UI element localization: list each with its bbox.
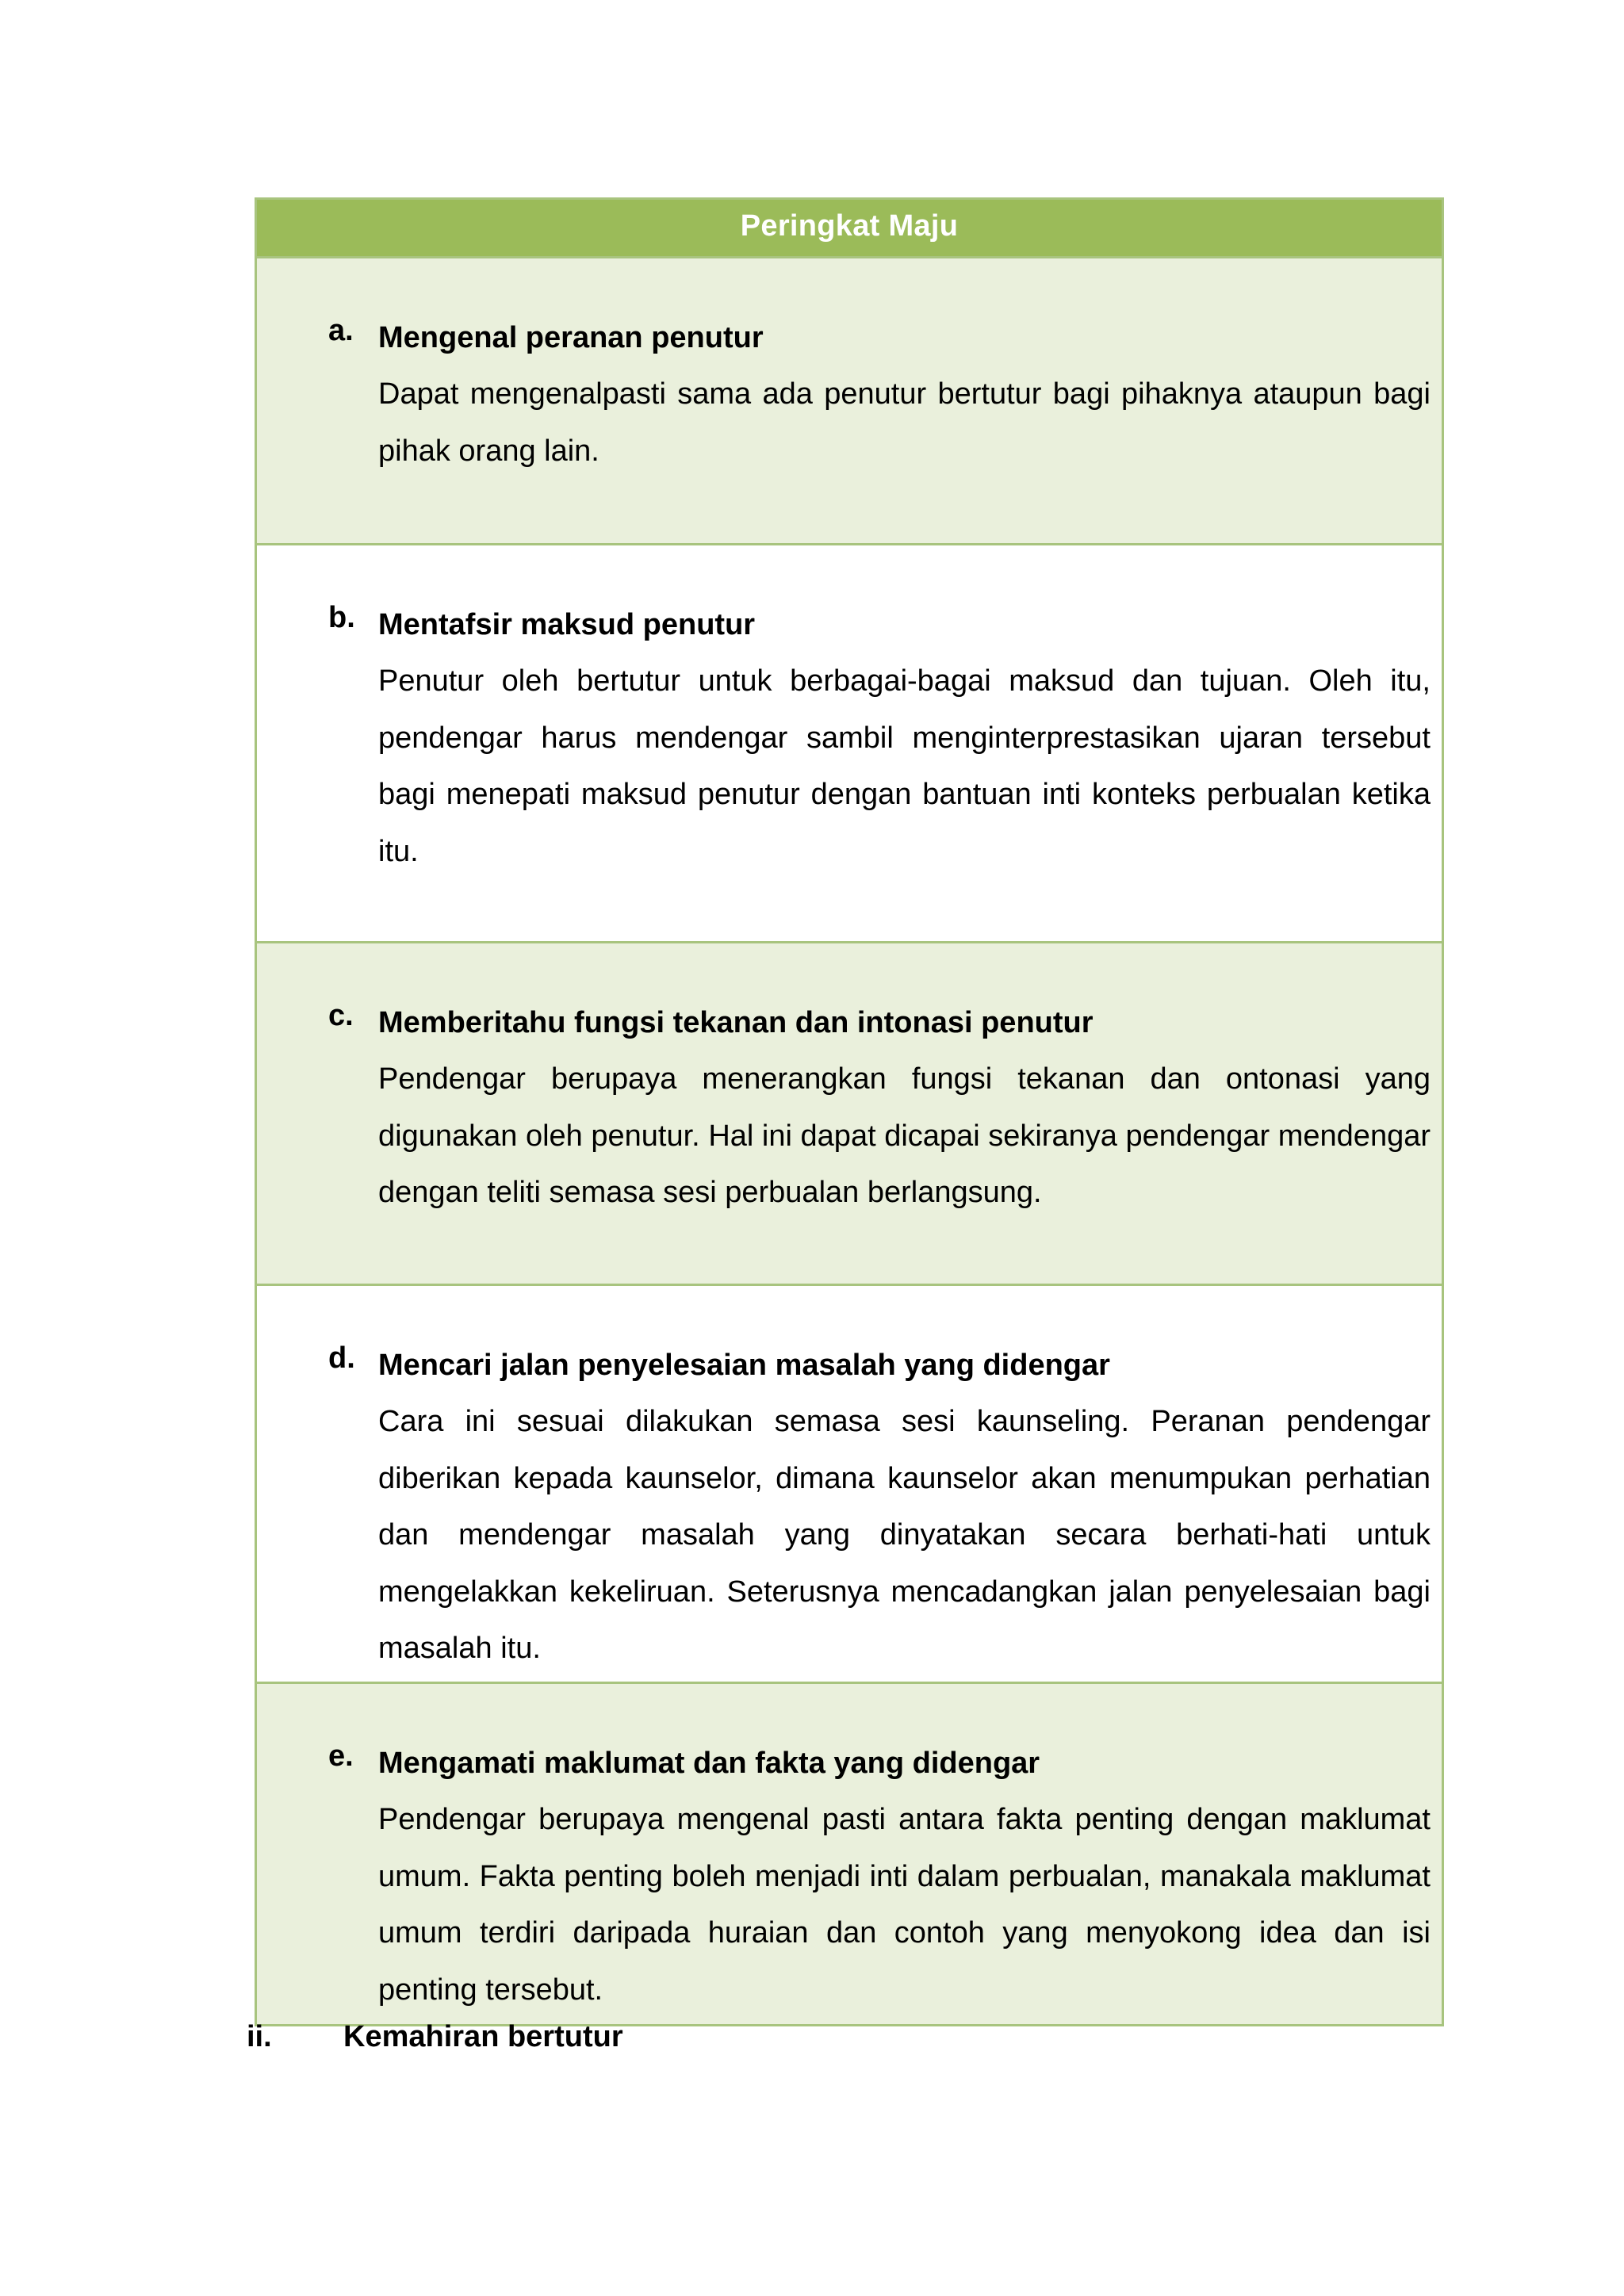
item-letter: b. — [328, 601, 355, 634]
table-header-title: Peringkat Maju — [740, 209, 959, 243]
item-title: Mencari jalan penyelesaian masalah yang didengar — [378, 1349, 1110, 1382]
item-text: Pendengar berupaya menerangkan fungsi tekanan dan ontonasi yang digunakan oleh penutur. Hal ini dapat dicapai sekiranya pendengar mendengar dengan teliti semasa sesi perbualan berlangsung. — [378, 1062, 1431, 1209]
item-title: Mentafsir maksud penutur — [378, 608, 756, 641]
section-number: ii. — [247, 2020, 272, 2053]
item-body — [378, 1735, 1431, 2019]
table-row-e — [257, 1684, 1442, 2024]
peringkat-maju-table — [255, 197, 1444, 2026]
item-title: Mengamati maklumat dan fakta yang didengar — [378, 1747, 1040, 1780]
item-text: Cara ini sesuai dilakukan semasa sesi kaunseling. Peranan pendengar diberikan kepada kaunselor, dimana kaunselor akan menumpukan perhatian dan mendengar masalah yang dinyatakan secara berhati-hati untuk mengelakkan kekeliruan. Seterusnya mencadangkan jalan penyelesaian bagi masalah itu. — [378, 1405, 1431, 1665]
item-body — [378, 994, 1431, 1222]
table-row-d — [257, 1286, 1442, 1684]
section-heading — [247, 2020, 623, 2054]
item-title: Memberitahu fungsi tekanan dan intonasi penutur — [378, 1006, 1094, 1039]
item-text: Dapat mengenalpasti sama ada penutur bertutur bagi pihaknya ataupun bagi pihak orang lain. — [378, 377, 1431, 468]
item-body — [378, 309, 1431, 480]
item-letter: d. — [328, 1341, 355, 1375]
table-row-a — [257, 258, 1442, 545]
item-letter: c. — [328, 999, 354, 1032]
item-body — [378, 596, 1431, 880]
item-letter: e. — [328, 1739, 354, 1773]
table-header — [257, 200, 1442, 258]
item-text: Penutur oleh bertutur untuk berbagai-bagai maksud dan tujuan. Oleh itu, pendengar harus mendengar sambil menginterprestasikan ujaran tersebut bagi menepati maksud penutur dengan bantuan inti konteks perbualan ketika itu. — [378, 664, 1431, 868]
table-row-b — [257, 545, 1442, 943]
item-title: Mengenal peranan penutur — [378, 321, 764, 354]
item-letter: a. — [328, 314, 354, 347]
item-text: Pendengar berupaya mengenal pasti antara fakta penting dengan maklumat umum. Fakta penting boleh menjadi inti dalam perbualan, manakala maklumat umum terdiri daripada huraian dan contoh yang menyokong idea dan isi penting tersebut. — [378, 1803, 1431, 2007]
table-row-c — [257, 943, 1442, 1286]
section-title: Kemahiran bertutur — [343, 2020, 623, 2053]
item-body — [378, 1337, 1431, 1678]
